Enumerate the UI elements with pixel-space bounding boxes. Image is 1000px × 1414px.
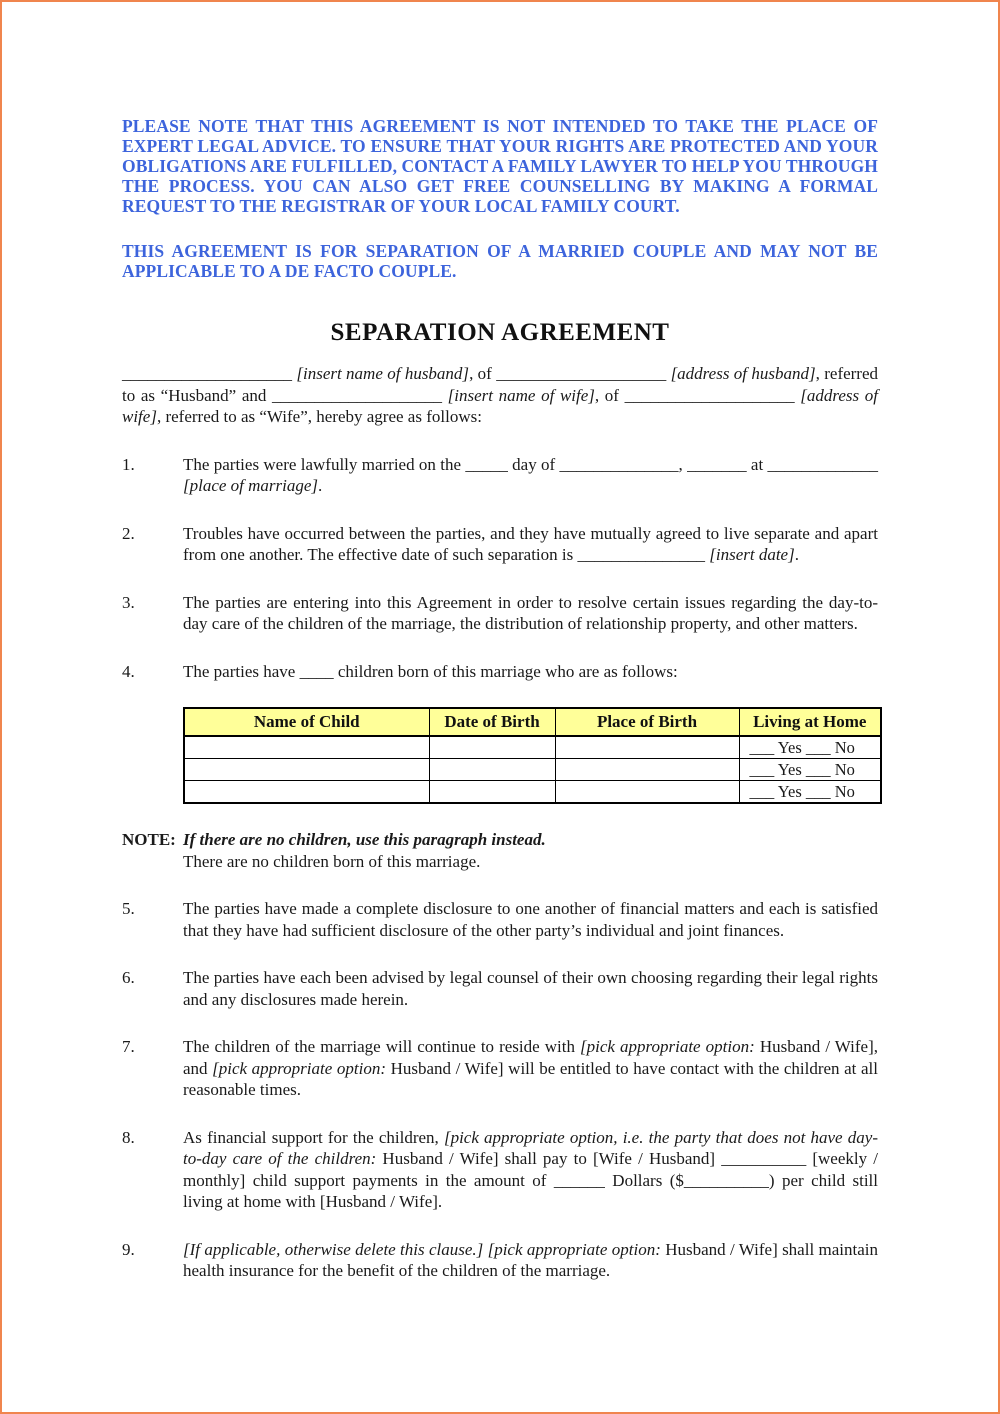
children-table-cell-name — [184, 781, 429, 804]
children-table-cell-living: ___ Yes ___ No — [739, 736, 881, 759]
clause-text-segment: Husband / Wife], and — [183, 1037, 879, 1078]
note-alternative-paragraph: There are no children born of this marriage. — [183, 851, 481, 871]
clause-text-segment: . — [794, 545, 799, 564]
placeholder-hint-text: [insert date] — [709, 545, 795, 564]
clause-5-text — [183, 898, 878, 941]
clause-text-segment: ____________________ — [122, 364, 297, 383]
clause-4-text — [183, 661, 878, 683]
clause-text-segment: , referred to as “Wife”, hereby agree as follows: — [156, 407, 482, 426]
children-table-header-pob: Place of Birth — [555, 708, 739, 736]
clause-text-segment: , of ____________________ — [469, 364, 671, 383]
clause-1-number: 1. — [122, 454, 135, 474]
children-table-cell-pob — [555, 781, 739, 804]
placeholder-hint-text: [insert name of wife] — [447, 385, 595, 405]
note-body — [183, 829, 878, 872]
clause-8-text — [183, 1127, 878, 1213]
placeholder-hint-text: [pick appropriate option: — [580, 1037, 755, 1056]
clause-text-segment: Troubles have occurred between the parties, and they have mutually agreed to live separate and apart from one another. The effective date of such separation is _______________ — [183, 523, 878, 564]
placeholder-hint-text: [If applicable, otherwise delete this clause.] [pick appropriate option: — [183, 1239, 661, 1259]
children-table-row — [184, 759, 881, 781]
clause-2 — [122, 523, 878, 566]
children-table-header-dob: Date of Birth — [429, 708, 555, 736]
clause-text-segment: Husband / Wife] shall maintain health insurance for the benefit of the children of the marriage. — [183, 1239, 879, 1280]
clause-9-text — [183, 1239, 878, 1282]
clause-2-number: 2. — [122, 523, 135, 543]
placeholder-hint-text: [pick appropriate option, i.e. the party that does not have day-to-day care of the children: — [183, 1127, 878, 1168]
note-label: NOTE: — [122, 830, 176, 849]
parties-intro-paragraph — [122, 363, 878, 428]
clause-text-segment: The parties have ____ children born of this marriage who are as follows: — [183, 661, 678, 681]
clause-3-text — [183, 592, 878, 635]
children-table-row — [184, 781, 881, 804]
document-title: SEPARATION AGREEMENT — [330, 319, 670, 346]
children-table-header-row — [184, 708, 881, 736]
clause-text-segment: As financial support for the children, — [183, 1127, 444, 1147]
clause-3 — [122, 592, 878, 635]
clause-8 — [122, 1127, 878, 1213]
clause-7-number: 7. — [122, 1037, 135, 1056]
children-table-header-name: Name of Child — [184, 708, 429, 736]
clause-text-segment: Husband / Wife] will be entitled to have contact with the children at all reasonable times. — [183, 1058, 878, 1099]
children-table-cell-name — [184, 736, 429, 759]
clause-text-segment: , referred to as “Husband” and ____________________ — [122, 364, 879, 405]
clause-6-text — [183, 967, 878, 1010]
clause-7 — [122, 1036, 878, 1101]
no-children-note — [122, 829, 878, 872]
children-table-cell-living: ___ Yes ___ No — [739, 759, 881, 781]
children-table-body — [184, 736, 881, 803]
children-table-row — [184, 736, 881, 759]
children-table-cell-dob — [429, 781, 555, 804]
note-instruction: If there are no children, use this paragraph instead. — [183, 830, 546, 849]
clause-8-number: 8. — [122, 1127, 135, 1147]
married-couple-notice-paragraph: THIS AGREEMENT IS FOR SEPARATION OF A MARRIED COUPLE AND MAY NOT BE APPLICABLE TO A DE FACTO COUPLE. — [122, 241, 878, 281]
clause-text-segment: Husband / Wife] shall pay to [Wife / Husband] __________ [weekly / monthly] child support payments in the amount of ______ Dollars ($__________) per child still living at home with [Husband / Wife]. — [183, 1149, 878, 1211]
clause-text-segment: The parties were lawfully married on the _____ day of ______________, _______ at _____________ — [183, 454, 878, 474]
clause-9 — [122, 1239, 878, 1282]
clause-text-segment: The children of the marriage will continue to reside with — [183, 1037, 581, 1056]
clause-1-text — [183, 454, 878, 497]
document-content — [2, 2, 998, 1282]
clause-text-segment: , of ____________________ — [594, 385, 801, 405]
clause-6 — [122, 967, 878, 1010]
placeholder-hint-text: [place of marriage] — [183, 476, 319, 495]
children-table-cell-pob — [555, 759, 739, 781]
clause-text-segment: . — [318, 476, 323, 495]
clause-2-text — [183, 523, 878, 566]
clause-4 — [122, 661, 878, 683]
children-table — [183, 707, 882, 804]
clause-3-number: 3. — [122, 592, 135, 612]
clause-9-number: 9. — [122, 1239, 135, 1259]
clause-4-number: 4. — [122, 661, 135, 681]
children-table-cell-dob — [429, 759, 555, 781]
clause-text-segment: The parties have each been advised by legal counsel of their own choosing regarding their legal rights and any disclosures made herein. — [183, 968, 878, 1009]
placeholder-hint-text: [insert name of husband] — [296, 364, 470, 383]
children-table-cell-living: ___ Yes ___ No — [739, 781, 881, 804]
placeholder-hint-text: [address of husband] — [670, 364, 816, 383]
clause-5 — [122, 898, 878, 941]
children-table-cell-dob — [429, 736, 555, 759]
legal-advice-notice-paragraph: PLEASE NOTE THAT THIS AGREEMENT IS NOT INTENDED TO TAKE THE PLACE OF EXPERT LEGAL ADVICE. TO ENSURE THAT YOUR RIGHTS ARE PROTECTED AND YOUR OBLIGATIONS ARE FULFILLED, CONTACT A FAMILY LAWYER TO HELP YOU THROUGH THE PROCESS. YOU CAN ALSO GET FREE COUNSELLING BY MAKING A FORMAL REQUEST TO THE REGISTRAR OF YOUR LOCAL FAMILY COURT. — [122, 116, 878, 216]
clause-5-number: 5. — [122, 899, 135, 918]
clause-6-number: 6. — [122, 968, 135, 987]
clause-7-text — [183, 1036, 878, 1101]
children-table-header-living: Living at Home — [739, 708, 881, 736]
placeholder-hint-text: [address of wife] — [122, 385, 878, 426]
children-table-cell-pob — [555, 736, 739, 759]
clause-text-segment: The parties are entering into this Agreement in order to resolve certain issues regarding the day-to-day care of the children of the marriage, the distribution of relationship property, and other matters. — [183, 592, 878, 633]
children-table-cell-name — [184, 759, 429, 781]
placeholder-hint-text: [pick appropriate option: — [212, 1058, 386, 1078]
clause-text-segment: The parties have made a complete disclosure to one another of financial matters and each is satisfied that they have had sufficient disclosure of the other party’s individual and joint finances. — [183, 899, 878, 940]
clause-1 — [122, 454, 878, 497]
